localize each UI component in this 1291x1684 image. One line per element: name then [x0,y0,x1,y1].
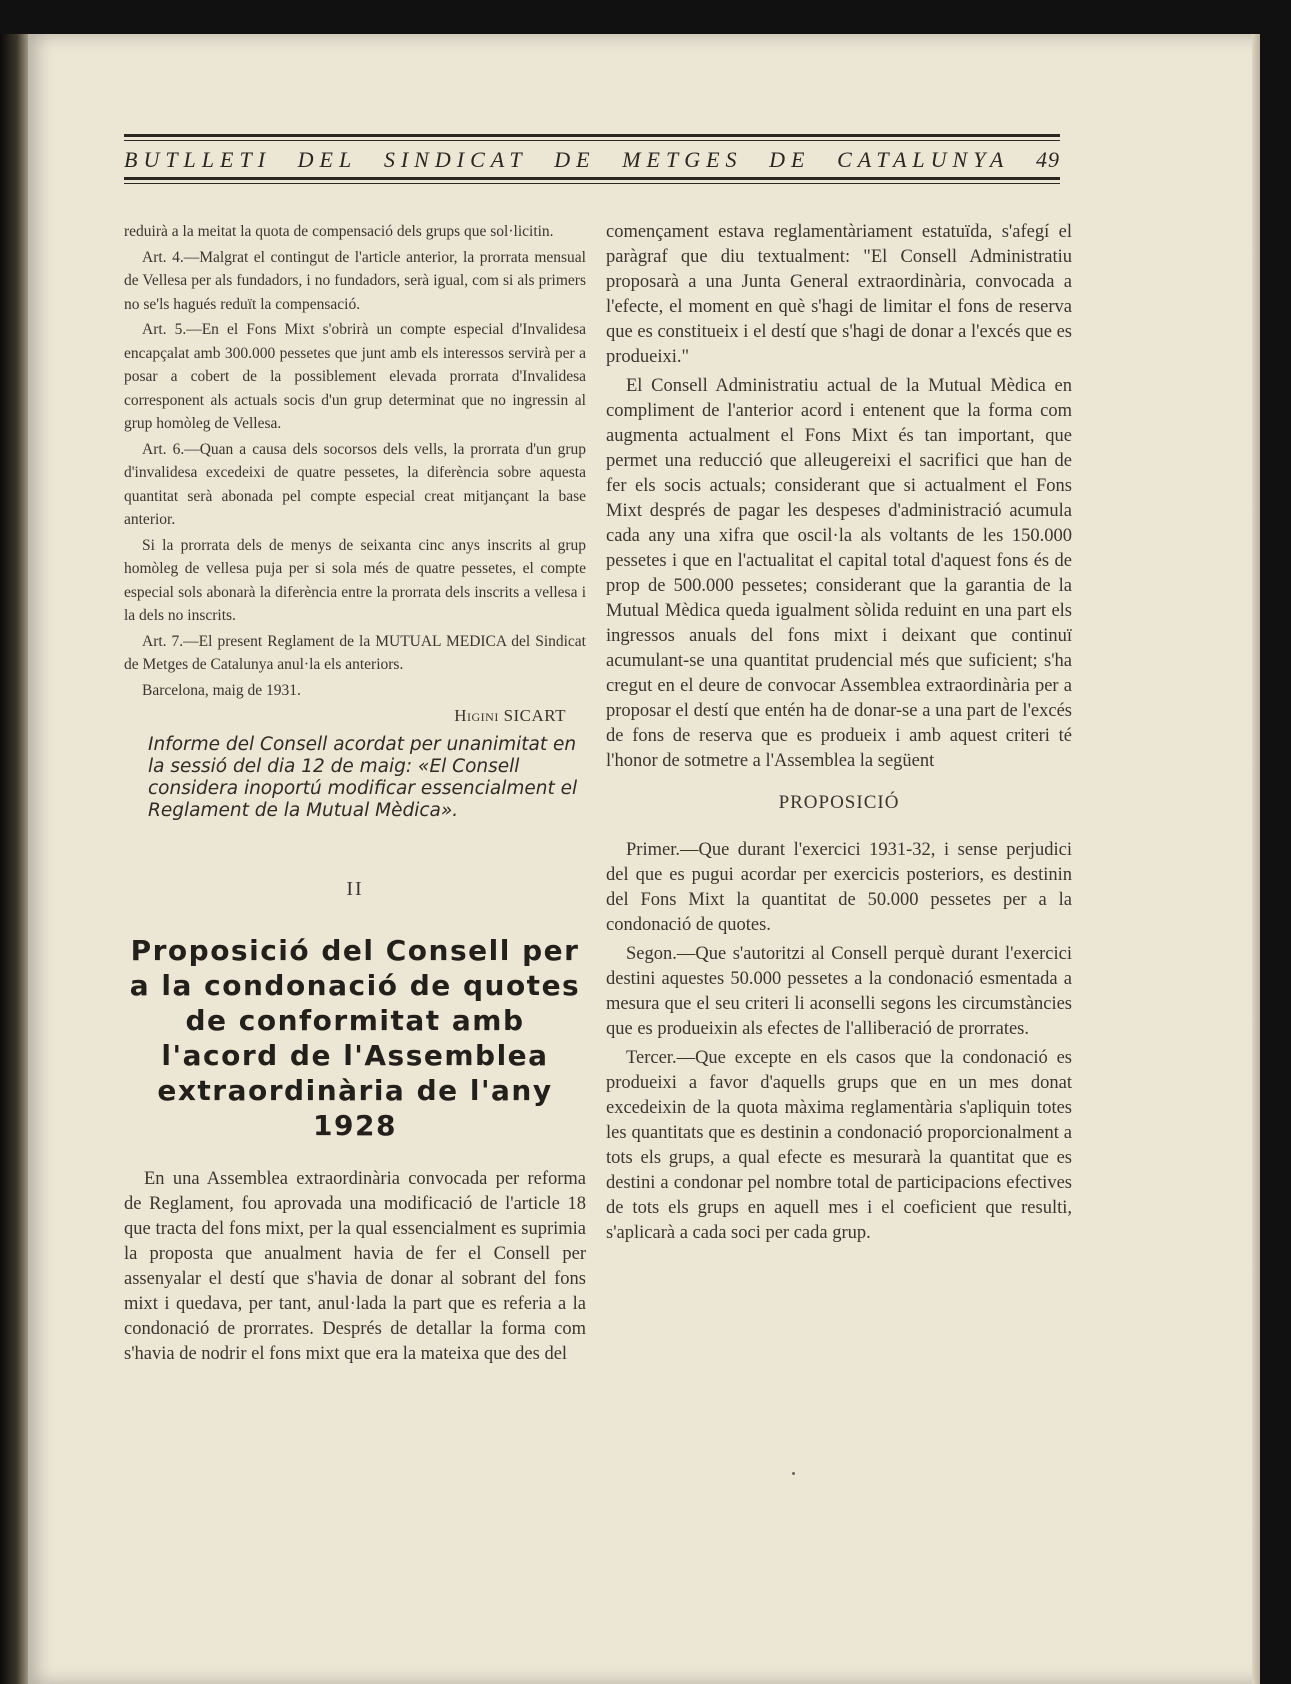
section-title: Proposició del Consell per a la condonació de quotes de conformitat amb l'acord de l'Assemblea extraordinària de l'any 1928 [129,934,581,1142]
right-body [606,220,1072,1246]
running-header [124,134,1060,184]
article-paragraph: Si la prorrata dels de menys de seixanta cinc anys inscrits al grup homòleg de vellesa puja per si sola més de quatre pessetes, el compte especial sols abonarà la diferència entre la prorrata dels inscrits a vellesa i la dels no inscrits. [124,536,586,624]
proposicio-heading: PROPOSICIÓ [778,792,900,813]
informe-note: Informe del Consell acordat per unanimitat en la sessió del dia 12 de maig: «El Consell considera inoportú modificar essencialment el Reglament de la Mutual Mèdica». [148,734,578,821]
header-title [124,141,1060,177]
article-paragraph: reduirà a la meitat la quota de compensació dels grups que sol·licitin. [124,223,554,240]
page-gutter-shadow [0,34,28,1684]
header-rule-top [124,134,1060,137]
intro-paragraph: En una Assemblea extraordinària convocada per reforma de Reglament, fou aprovada una modificació de l'article 18 que tracta del fons mixt, per la qual essencialment es suprimia la proposta que anualment havia de fer el Consell per assenyalar el destí que s'havia de donar al sobrant del fons mixt i quedava, per tant, anul·lada la part que es referia a la condonació de prorrates. Després de detallar la forma com s'havia de nodrir el fons mixt que era la mateixa que des del [124,1169,586,1364]
continuation-paragraph: començament estava reglamentàriament estatuïda, s'afegí el paràgraf que diu textualment: "El Consell Administratiu proposarà a una Junta General extraordinària, convocada a l'efecte, el moment en què s'hagi de limitar el fons de reserva que es constitueix i el destí que s'hagi de donar a l'excés que es produeixi." [606,222,1072,367]
header-word: DE [769,147,811,172]
header-word: BUTLLETI [124,147,272,172]
header-rule-bottom [124,177,1060,180]
reglament-articles [124,220,586,702]
article-paragraph: Art. 4.—Malgrat el contingut de l'article anterior, la prorrata mensual de Vellesa per als fundadors, i no fundadors, serà igual, com si als primers no se'ls hagués reduït la compensació. [124,248,586,313]
consell-paragraph: El Consell Administratiu actual de la Mutual Mèdica en compliment de l'anterior acord i entenent que la forma com augmenta actualment el Fons Mixt és tan important, que permet una reducció que alleugereixi el sacrifici que han de fer els socis actuals; considerant que si actualment el Fons Mixt després de pagar les despeses d'administració acumula cada any una xifra que oscil·la als voltants de les 150.000 pessetes i que en l'actualitat el capital total d'aquest fons és de prop de 500.000 pessetes; considerant que la garantia de la Mutual Mèdica queda igualment sòlida reduint en una part els ingressos anuals del fons mixt i deixant que continuï acumulant-se una quantitat prudencial més que suficient; s'ha cregut en el deure de convocar Assemblea extraordinària per a proposar el destí que entén ha de donar-se a una part de l'excés de fons de reserva que es produeix i amb aquest criteri té l'honor de sotmetre a l'Assemblea la següent [606,376,1072,771]
dateline: Barcelona, maig de 1931. [142,681,301,699]
header-rule-bottom-thin [124,183,1060,184]
intro-block [124,1167,586,1367]
page-right-edge [1252,34,1260,1684]
primer-paragraph: Primer.—Que durant l'exercici 1931-32, i sense perjudici del que es pugui acordar per exercicis posteriors, es destinin del Fons Mixt la quantitat de 50.000 pessetes per a la condonació de quotes. [606,840,1072,935]
article-paragraph: Art. 6.—Quan a causa dels socorsos dels vells, la prorrata d'un grup d'invalidesa excedeixi de quatre pessetes, la diferència sobre aquesta quantitat serà abonada pel compte especial creat mitjançant la base anterior. [124,440,586,528]
header-word: SINDICAT [383,147,528,172]
header-word: METGES [622,147,743,172]
header-word: DEL [297,147,358,172]
header-word: CATALUNYA [837,147,1010,172]
page-number: 49 [1036,147,1060,172]
section-numeral: II [346,878,364,900]
signature: Higini SICART [454,706,566,725]
article-paragraph: Art. 7.—El present Reglament de la MUTUAL MEDICA del Sindicat de Metges de Catalunya anul·la els anteriors. [124,632,586,673]
paper-speck [792,1472,795,1475]
right-column [606,220,1072,1250]
tercer-paragraph: Tercer.—Que excepte en els casos que la condonació es produeixi a favor d'aquells grups que en un mes donat excedeixin de la quota màxima reglamentària s'apliquin totes les quantitats que es destinin a condonació proporcionalment a tots els grups, a qual efecte es mesurarà la quantitat que es destini a condonar pel nombre total de participacions efectives de tots els grups en aquell mes i el coeficient que resulti, s'aplicarà a cada soci per cada grup. [606,1048,1072,1243]
left-column [124,220,586,1371]
header-word: DE [554,147,596,172]
article-paragraph: Art. 5.—En el Fons Mixt s'obrirà un compte especial d'Invalidesa encapçalat amb 300.000 pessetes que junt amb els interessos servirà per a posar a cobert de la possiblement elevada prorrata d'Invalidesa corresponent als actuals socis d'un grup determinat que no ingressin al grup homòleg de Vellesa. [124,321,586,432]
segon-paragraph: Segon.—Que s'autoritzi al Consell perquè durant l'exercici destini aquestes 50.000 pessetes a la condonació esmentada a mesura que el seu criteri li aconselli segons les circumstàncies que es produeixin als efectes de l'alliberació de prorrates. [606,944,1072,1039]
